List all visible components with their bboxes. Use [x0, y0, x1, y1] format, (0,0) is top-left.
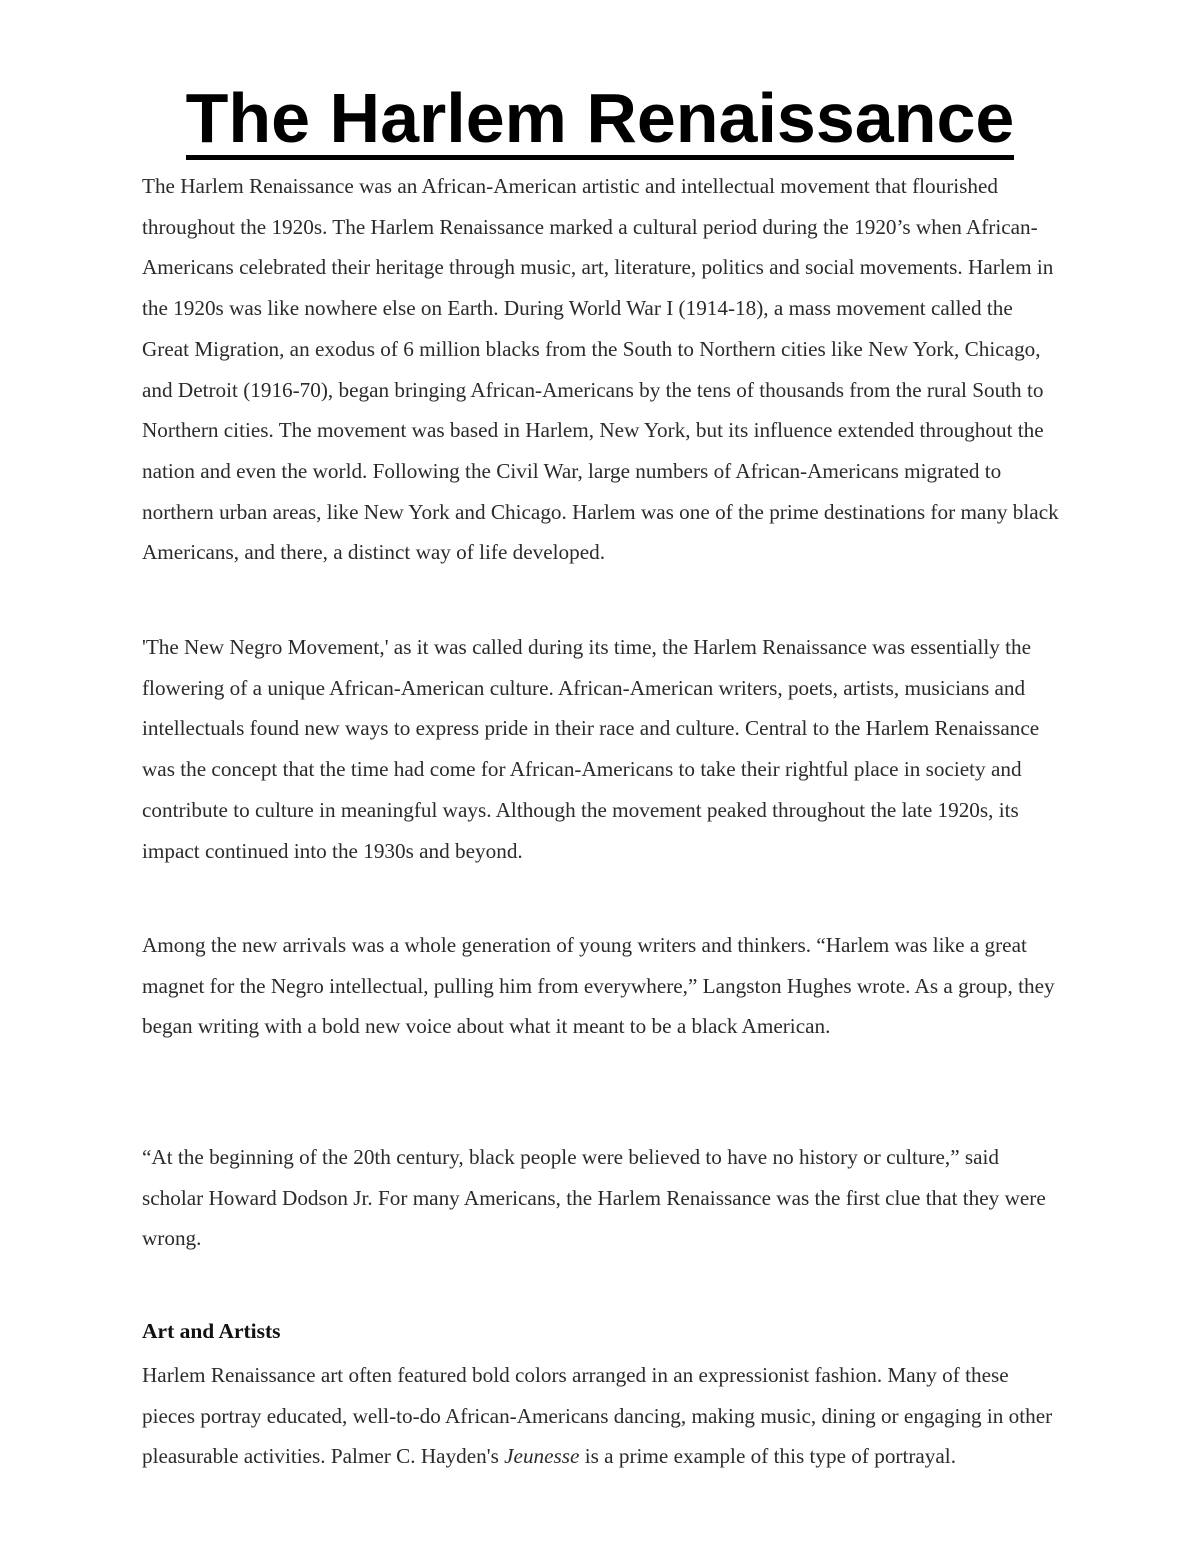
paragraph-intro: The Harlem Renaissance was an African-American artistic and intellectual movement that flourished throughout the 1920s. The Harlem Renaissance marked a cultural period during the 1920’s when African-Americans celebrated their heritage through music, art, literature, politics and social movements. Harlem in the 1920s was like nowhere else on Earth. During World War I (1914-18), a mass movement called the Great Migration, an exodus of 6 million blacks from the South to Northern cities like New York, Chicago, and Detroit (1916-70), began bringing African-Americans by the tens of thousands from the rural South to Northern cities. The movement was based in Harlem, New York, but its influence extended throughout the nation and even the world. Following the Civil War, large numbers of African-Americans migrated to northern urban areas, like New York and Chicago. Harlem was one of the prime destinations for many black Americans, and there, a distinct way of life developed. — [142, 174, 1059, 565]
paragraph-new-negro-movement: 'The New Negro Movement,' as it was called during its time, the Harlem Renaissance was essentially the flowering of a unique African-American culture. African-American writers, poets, artists, musicians and intellectuals found new ways to express pride in their race and culture. Central to the Harlem Renaissance was the concept that the time had come for African-Americans to take their rightful place in society and contribute to culture in meaningful ways. Although the movement peaked throughout the late 1920s, its impact continued into the 1930s and beyond. — [142, 635, 1040, 863]
page-title-text: The Harlem Renaissance — [186, 83, 1015, 160]
paragraph-new-arrivals: Among the new arrivals was a whole generation of young writers and thinkers. “Harlem was like a great magnet for the Negro intellectual, pulling him from everywhere,” Langston Hughes wrote. As a group, they began writing with a bold new voice about what it meant to be a black American. — [142, 933, 1055, 1039]
section-heading-art: Art and Artists — [142, 1319, 281, 1343]
page-title — [0, 76, 1200, 160]
paragraph-art-and-artists — [142, 1355, 1062, 1477]
art-text-start: Harlem Renaissance art often featured bold colors arranged in an expressionist fashion. Many of these pieces portray educated, well-to-do African-Americans dancing, making music, dining or engaging in other pleasurable activities. Palmer C. Hayden's — [142, 1363, 1053, 1469]
artwork-title-jeunesse: Jeunesse — [504, 1444, 580, 1469]
art-text-end: is a prime example of this type of portrayal. — [579, 1444, 956, 1469]
paragraph-dodson-quote: “At the beginning of the 20th century, black people were believed to have no history or culture,” said scholar Howard Dodson Jr. For many Americans, the Harlem Renaissance was the first clue that they were wrong. — [142, 1145, 1046, 1251]
